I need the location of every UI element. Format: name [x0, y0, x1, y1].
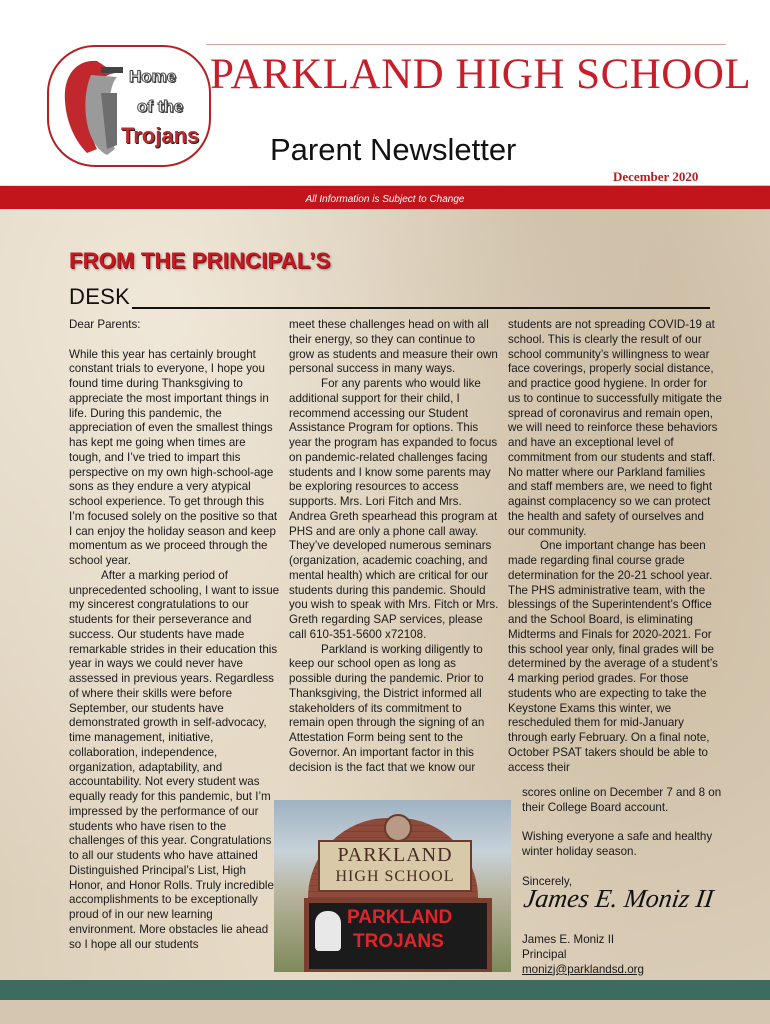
paragraph: Parkland is working diligently to keep our school open as long as possible during the pandemic. Prior to Thanksgiving, the District informed all stakeholders of its commitment to remain open through the signing of an Attestation Form being sent to the Governor. An important factor in this decision is the fact that we know our	[289, 642, 485, 774]
article-column-3	[508, 318, 722, 775]
paragraph: One important change has been made regarding final course grade determination for the 20-21 school year. The PHS administrative team, with the blessings of the Superintendent’s Office and the School Board, is eliminating Midterms and Finals for 2020-2021. For this school year only, final grades will be determined by the average of a student’s 4 marking period grades. For those students who are expecting to take the Keystone Exams this winter, we rescheduled them for mid-January through early February. On a final note, October PSAT takers should be able to access their	[508, 539, 718, 774]
article-column-1	[69, 318, 281, 952]
salutation: Dear Parents:	[69, 318, 141, 331]
header-rule	[206, 44, 726, 45]
board-text-trojans: TROJANS	[353, 931, 444, 952]
school-name: PARKLAND HIGH SCHOOL	[210, 51, 752, 98]
issue-date: December 2020	[613, 169, 699, 184]
principal-name: James E. Moniz II	[522, 933, 615, 947]
principal-email-link[interactable]: monizj@parklandsd.org	[522, 962, 644, 976]
sign-text-parkland: PARKLAND	[337, 844, 453, 866]
heading-underline	[132, 307, 710, 309]
sign-text-high-school: HIGH SCHOOL	[335, 868, 455, 885]
disclaimer-text: All Information is Subject to Change	[305, 194, 465, 205]
closing-block	[522, 786, 722, 978]
logo-text-trojans: Trojans	[121, 123, 200, 148]
closing: Sincerely,	[522, 874, 573, 888]
sign-emblem-icon	[384, 814, 412, 842]
paragraph: While this year has certainly brought constant trials to everyone, I hope you found time during Thanksgiving to appreciate the most important things in life. During this pandemic, the appreciation of even the smallest things has kept me going when times are tough, and I’ve tried to impart this perspective on my own high-school-age sons as they endure a very atypical school experience. To get through this I’m focused solely on the positive so that I can enjoy the holiday season and keep momentum as we proceed through the school year.	[69, 347, 278, 567]
article-column-2	[289, 318, 500, 775]
paragraph: scores online on December 7 and 8 on their College Board account.	[522, 786, 722, 814]
led-board	[304, 898, 492, 972]
trojans-logo	[47, 45, 211, 167]
paragraph: meet these challenges head on with all their energy, so they can continue to grow as students and measure their own personal success in many ways.	[289, 318, 498, 376]
school-sign-photo	[274, 800, 511, 972]
signature: James E. Moniz II	[522, 884, 716, 913]
trojan-mascot-icon	[315, 911, 341, 951]
sign-plaque	[318, 840, 472, 892]
holiday-wishes: Wishing everyone a safe and healthy winter holiday season.	[522, 830, 713, 858]
paragraph: students are not spreading COVID-19 at school. This is clearly the result of our school community’s willingness to wear face coverings, properly social distance, and practice good hygiene. In order for us to continue to successfully mitigate the spread of coronavirus and remain open, we will need to reinforce these behaviors and have an exceptional level of commitment from our students and staff. No matter where our Parkland families and staff members are, we need to fight against complacency so we can protect the health and safety of ourselves and our community.	[508, 318, 722, 538]
footer-bottom	[0, 1000, 770, 1024]
paragraph: For any parents who would like additional support for their child, I recommend accessing our Student Assistance Program for options. This year the program has expanded to focus on pandemic-related challenges facing students and I know some parents may be exploring resources to access supports. Mrs. Lori Fitch and Mrs. Andrea Greth spearhead this program at PHS and are only a phone call away. They’ve developed numerous seminars (organization, academic coaching, and mental health) which are critical for our students during this pandemic. Should you wish to speak with Mrs. Fitch or Mrs. Greth regarding SAP services, please call 610-351-5600 x72108.	[289, 377, 499, 641]
paragraph: After a marking period of unprecedented schooling, I want to issue my sincerest congratulations to our students for their perseverance and success. Our students have made remarkable strides in their education this year in ways we could never have assessed in previous years. Regardless of where their skills were before September, our students have demonstrated growth in self-advocacy, time management, initiative, collaboration, independence, organization, adaptability, and accountability. Not every student was equally ready for this pandemic, but I’m impressed by the performance of our students who have risen to the challenges of this year. Congratulations to all our students who have attained Distinguished Principal’s List, High Honor, and Honor Rolls. Truly incredible accomplishments to be exceptionally proud of in our new learning environment. More obstacles lie ahead so I hope all our students	[69, 568, 280, 951]
section-heading: FROM THE PRINCIPAL’S	[69, 248, 331, 273]
principal-title: Principal	[522, 948, 567, 961]
logo-text-of-the: of the	[137, 97, 184, 116]
trojan-helmet-icon	[57, 53, 127, 161]
board-text-parkland: PARKLAND	[347, 907, 453, 928]
section-heading-desk: DESK	[69, 284, 131, 309]
footer-band	[0, 980, 770, 1000]
logo-text-home: Home	[129, 67, 177, 86]
newsletter-title: Parent Newsletter	[270, 132, 517, 167]
